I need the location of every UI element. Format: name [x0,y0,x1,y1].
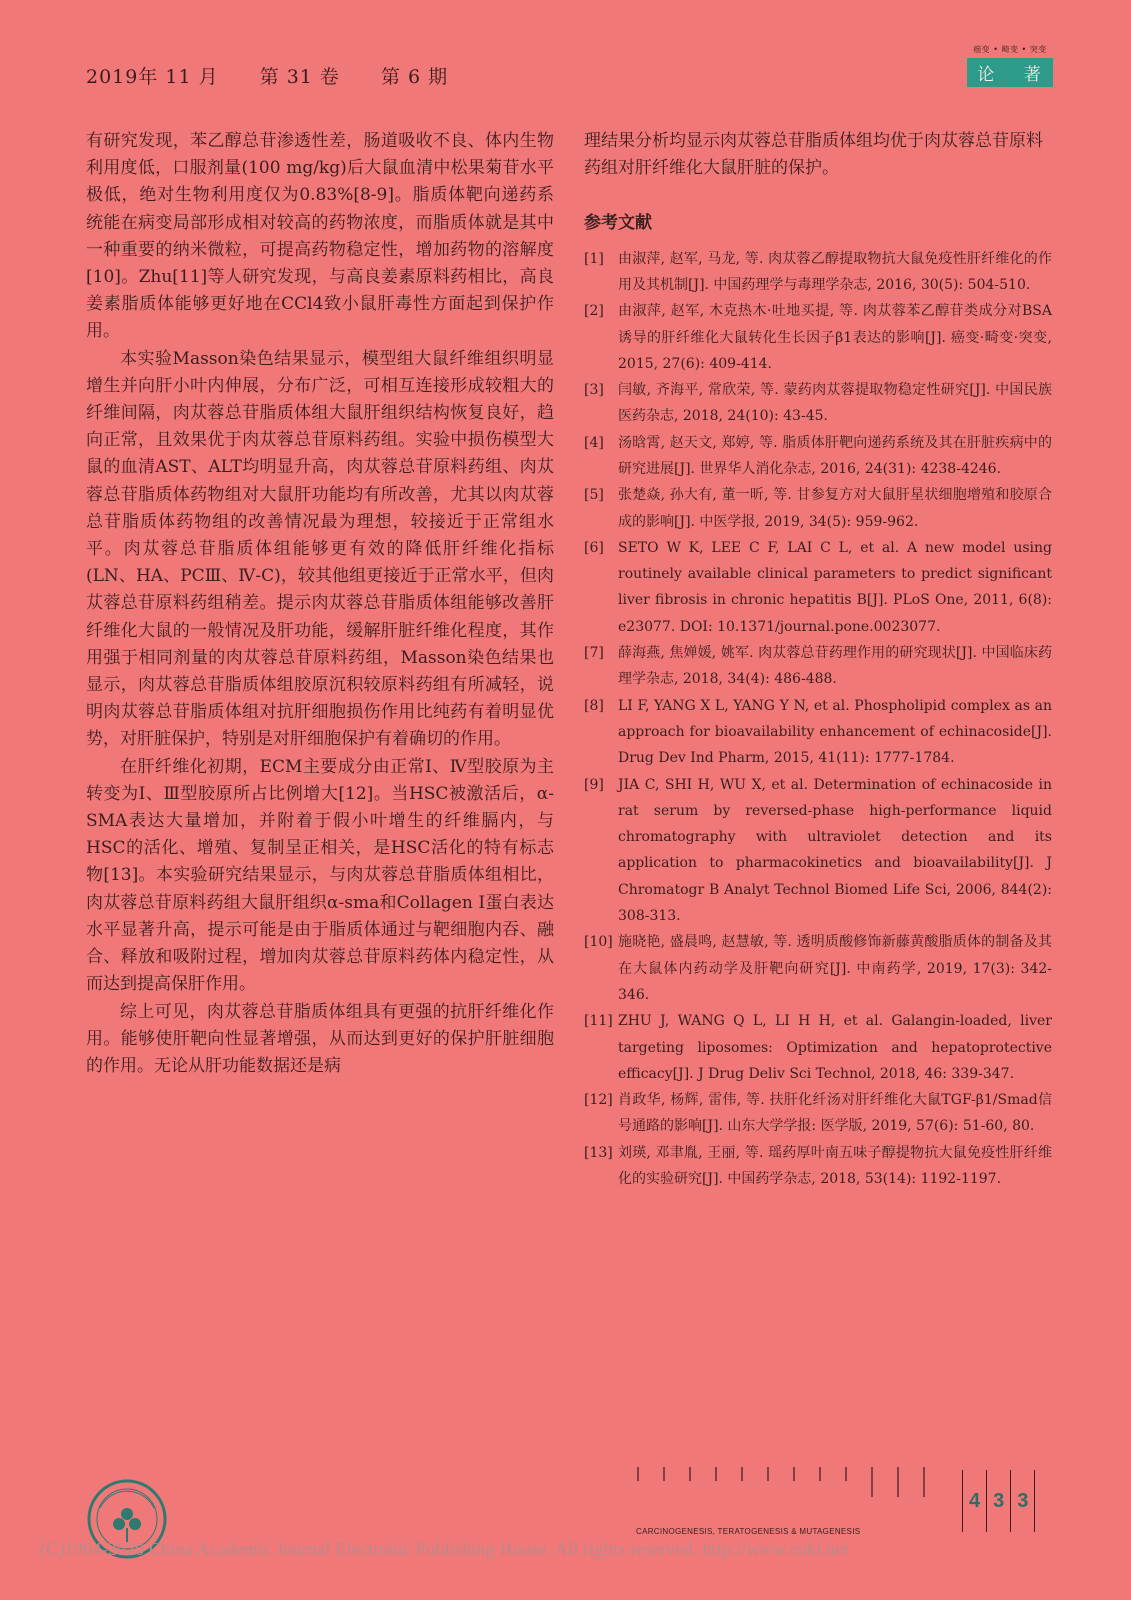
reference-item [584,1140,1052,1193]
reference-item [584,772,1052,930]
issue-date: 2019年 11 月 [86,66,219,88]
section-label [967,44,1053,87]
reference-item [584,430,1052,483]
reference-number: [1] [584,250,604,267]
reference-text: LI F, YANG X L, YANG Y N, et al. Phospholipid complex as an approach for bioavailability enhancement of echinacoside[J]. Drug Dev Ind Pharm, 2015, 41(11): 1777-1784. [618,697,1052,767]
journal-tags: 癌变 • 畸变 • 突变 [973,45,1047,54]
reference-number: [2] [584,303,604,320]
divider [962,1470,963,1532]
reference-number: [3] [584,382,604,399]
divider [1034,1470,1035,1532]
references-heading: 参考文献 [584,213,652,234]
reference-text: 薛海燕, 焦婵媛, 姚军. 肉苁蓉总苷药理作用的研究现状[J]. 中国临床药理学杂志, 2018, 34(4): 486-488. [618,645,1052,688]
body-paragraph: 在肝纤维化初期，ECM主要成分由正常Ⅰ、Ⅳ型胶原为主转变为Ⅰ、Ⅲ型胶原所占比例增大[12]。当HSC被激活后，α-SMA表达大量增加，并附着于假小叶增生的纤维膈内，与HSC的活化、增殖、复制呈正相关，是HSC活化的特有标志物[13]。本实验研究结果显示，与肉苁蓉总苷脂质体组相比，肉苁蓉总苷原料药组大鼠肝组织α-sma和Collagen Ⅰ蛋白表达水平显著升高，提示可能是由于脂质体通过与靶细胞内吞、融合、释放和吸附过程，增加肉苁蓉总苷原料药体内稳定性，从而达到提高保肝作用。 [86,756,554,995]
reference-number: [7] [584,645,604,662]
reference-item [584,929,1052,1008]
reference-item [584,1087,1052,1140]
body-paragraph: 本实验Masson染色结果显示，模型组大鼠纤维组织明显增生并向肝小叶内伸展，分布广泛，可相互连接形成较粗大的纤维间隔，肉苁蓉总苷脂质体组大鼠肝组织结构恢复良好，趋向正常，且效果优于肉苁蓉总苷原料药组。实验中损伤模型大鼠的血清AST、ALT均明显升高，肉苁蓉总苷原料药组、肉苁蓉总苷脂质体药物组对大鼠肝功能均有所改善，尤其以肉苁蓉总苷脂质体药物组的改善情况最为理想，较接近于正常组水平。肉苁蓉总苷脂质体组能够更有效的降低肝纤维化指标(LN、HA、PCⅢ、Ⅳ-C)，较其他组更接近于正常水平，但肉苁蓉总苷原料药组稍差。提示肉苁蓉总苷脂质体组能够改善肝纤维化大鼠的一般情况及肝功能，缓解肝脏纤维化程度，其作用强于相同剂量的肉苁蓉总苷原料药组，Masson染色结果也显示，肉苁蓉总苷脂质体组胶原沉积较原料药组有所减轻，说明肉苁蓉总苷脂质体组对抗肝细胞损伤作用比纯药有着明显优势，对肝脏保护，特别是对肝细胞保护有着确切的作用。 [86,348,554,750]
reference-text: SETO W K, LEE C F, LAI C L, et al. A new model using routinely available clinical parameters to predict significant liver fibrosis in chronic hepatitis B[J]. PLoS One, 2011, 6(8): e23077. DOI: 10.1371/journal.pone.0023077. [618,539,1052,635]
reference-number: [6] [584,539,604,556]
reference-text: 汤晗霄, 赵天文, 郑婷, 等. 脂质体肝靶向递药系统及其在肝脏疾病中的研究进展[J]. 世界华人消化杂志, 2016, 24(31): 4238-4246. [618,434,1052,477]
reference-text: 由淑萍, 赵军, 马龙, 等. 肉苁蓉乙醇提取物抗大鼠免疫性肝纤维化的作用及其机制[J]. 中国药理学与毒理学杂志, 2016, 30(5): 504-510. [618,250,1052,293]
reference-list [584,246,1052,1193]
reference-text: 张楚焱, 孙大有, 董一昕, 等. 甘参复方对大鼠肝星状细胞增殖和胶原合成的影响[J]. 中医学报, 2019, 34(5): 959-962. [618,487,1052,530]
body-paragraph: 有研究发现，苯乙醇总苷渗透性差，肠道吸收不良、体内生物利用度低，口服剂量(100 mg/kg)后大鼠血清中松果菊苷水平极低，绝对生物利用度仅为0.83%[8-9]。脂质体靶向递药系统能在病变局部形成相对较高的药物浓度，而脂质体就是其中一种重要的纳米微粒，可提高药物稳定性，增加药物的溶解度[10]。Zhu[11]等人研究发现，与高良姜素原料药相比，高良姜素脂质体能够更好地在CCl4致小鼠肝毒性方面起到保护作用。 [86,131,554,342]
divider [1010,1470,1011,1532]
reference-item [584,377,1052,430]
decorative-ticks [636,1467,936,1497]
page-digit: 3 [993,1489,1005,1512]
section-badge: 论 著 [967,58,1053,87]
reference-number: [4] [584,434,604,451]
body-paragraph: 综上可见，肉苁蓉总苷脂质体组具有更强的抗肝纤维化作用。能够使肝靶向性显著增强，从而达到更好的保护肝脏细胞的作用。无论从肝功能数据还是病 [86,1001,554,1076]
volume-number: 第 31 卷 [259,66,340,88]
reference-number: [11] [584,1013,613,1030]
reference-number: [9] [584,776,604,793]
left-column [86,128,554,1080]
reference-text: 施晓艳, 盛晨鸣, 赵慧敏, 等. 透明质酸修饰新藤黄酸脂质体的制备及其在大鼠体内药动学及肝靶向研究[J]. 中南药学, 2019, 17(3): 342-346. [618,934,1052,1003]
issue-number: 第 6 期 [380,66,449,88]
right-column [584,128,1052,1192]
page-digit: 3 [1017,1489,1029,1512]
copyright-notice: (C)1994-2020 China Academic Journal Electronic Publishing House. All rights reserved. http://www.cnki.net [40,1539,849,1559]
running-header [86,62,482,89]
reference-text: 闫敏, 齐海平, 常欣荣, 等. 蒙药肉苁蓉提取物稳定性研究[J]. 中国民族医药杂志, 2018, 24(10): 43-45. [618,382,1052,425]
reference-number: [8] [584,697,604,714]
reference-text: 刘瑛, 邓聿胤, 王丽, 等. 瑶药厚叶南五味子醇提物抗大鼠免疫性肝纤维化的实验研究[J]. 中国药学杂志, 2018, 53(14): 1192-1197. [618,1144,1052,1187]
journal-name: CARCINOGENESIS, TERATOGENESIS & MUTAGENESIS [636,1527,861,1536]
reference-text: ZHU J, WANG Q L, LI H H, et al. Galangin-loaded, liver targeting liposomes: Optimization and hepatoprotective efficacy[J]. J Drug Deliv Sci Technol, 2018, 46: 339-347. [618,1013,1052,1082]
reference-item [584,298,1052,377]
reference-text: 由淑萍, 赵军, 木克热木·吐地买提, 等. 肉苁蓉苯乙醇苷类成分对BSA诱导的肝纤维化大鼠转化生长因子β1表达的影响[J]. 癌变·畸变·突变, 2015, 27(6): 409-414. [618,303,1052,372]
body-paragraph-continuation: 理结果分析均显示肉苁蓉总苷脂质体组均优于肉苁蓉总苷原料药组对肝纤维化大鼠肝脏的保护。 [584,131,1043,179]
reference-item [584,693,1052,772]
reference-item [584,1008,1052,1087]
page-digit: 4 [969,1489,981,1512]
reference-text: 肖政华, 杨辉, 雷伟, 等. 扶肝化纤汤对肝纤维化大鼠TGF-β1/Smad信号通路的影响[J]. 山东大学学报: 医学版, 2019, 57(6): 51-60, 80. [618,1092,1052,1135]
reference-item [584,246,1052,299]
reference-text: JIA C, SHI H, WU X, et al. Determination of echinacoside in rat serum by reversed-phase high-performance liquid chromatography with ultraviolet detection and its application to pharmacokinetics and bioavailability[J]. J Chromatogr B Analyt Technol Biomed Life Sci, 2006, 844(2): 308-313. [618,776,1052,925]
reference-number: [5] [584,487,604,504]
reference-item [584,640,1052,693]
page-number [956,1470,1041,1532]
reference-number: [10] [584,934,613,951]
reference-item [584,482,1052,535]
reference-number: [12] [584,1092,613,1109]
reference-item [584,535,1052,640]
reference-number: [13] [584,1144,613,1161]
divider [986,1470,987,1532]
